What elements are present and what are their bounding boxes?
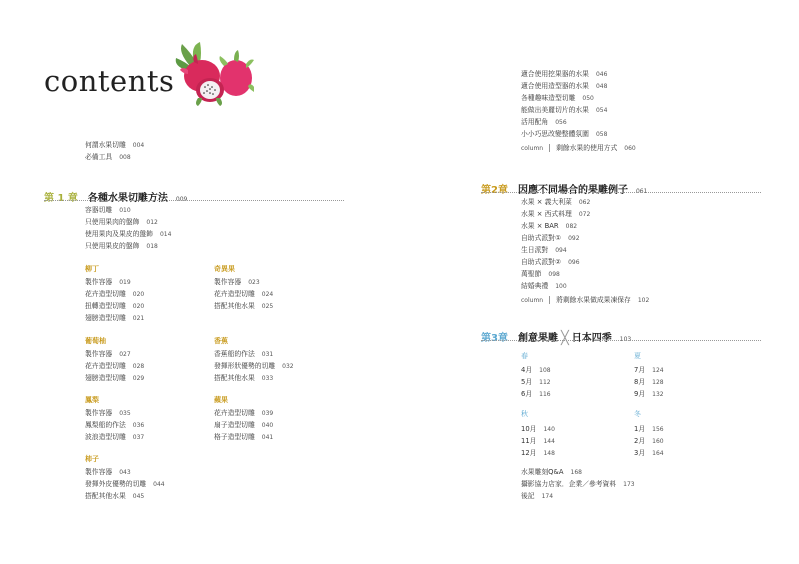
toc-entry: 花卉造型切雕 020 xyxy=(85,290,145,298)
toc-entry: 自助式派對② 096 xyxy=(521,258,580,266)
toc-entry: 花卉造型切雕 024 xyxy=(214,290,274,298)
toc-entry: 製作容器 027 xyxy=(85,350,131,358)
toc-entry: 6月 116 xyxy=(521,390,551,398)
section-heading-kiwi: 奇異果 xyxy=(214,265,235,273)
section-heading-pineapple: 鳳梨 xyxy=(85,396,99,404)
toc-entry: 格子造型切雕 041 xyxy=(214,433,274,441)
season-heading-spring: 春 xyxy=(521,352,528,360)
toc-entry: 2月 160 xyxy=(634,437,664,445)
toc-entry: 10月 140 xyxy=(521,425,555,433)
toc-entry: 容器切雕 010 xyxy=(85,206,131,214)
section-heading-persimmon: 柿子 xyxy=(85,455,99,463)
toc-entry: 何謂水果切雕 004 xyxy=(85,141,145,149)
season-heading-autumn: 秋 xyxy=(521,410,528,418)
toc-entry: 香蕉船的作法 031 xyxy=(214,350,274,358)
toc-entry: 搭配其他水果 025 xyxy=(214,302,274,310)
toc-entry: 4月 108 xyxy=(521,366,551,374)
section-heading-apple: 蘋果 xyxy=(214,396,228,404)
section-heading-banana: 香蕉 xyxy=(214,337,228,345)
toc-entry: 製作容器 035 xyxy=(85,409,131,417)
toc-entry: 製作容器 023 xyxy=(214,278,260,286)
toc-entry: 水果 × 義大利菜 062 xyxy=(521,198,591,206)
toc-entry: 7月 124 xyxy=(634,366,664,374)
chapter-3-heading: 第3章 創意果雕 ╳ 日本四季 103 xyxy=(481,331,632,346)
toc-entry: 能做出美麗切片的水果 054 xyxy=(521,106,608,114)
divider xyxy=(481,192,761,193)
toc-entry: 使用果肉及果皮的盤飾 014 xyxy=(85,230,172,238)
toc-entry: 萬聖節 098 xyxy=(521,270,560,278)
toc-entry: 8月 128 xyxy=(634,378,664,386)
toc-entry: 3月 164 xyxy=(634,449,664,457)
toc-entry: 水果 × 西式料理 072 xyxy=(521,210,591,218)
section-heading-orange: 柳丁 xyxy=(85,265,99,273)
toc-entry: 水果雕刻Q&A 168 xyxy=(521,468,582,476)
toc-entry: 扭轉造型切雕 020 xyxy=(85,302,145,310)
toc-entry: 適合使用挖果器的水果 046 xyxy=(521,70,608,78)
toc-entry: 只使用果肉的盤飾 012 xyxy=(85,218,158,226)
cross-mark: ╳ xyxy=(560,331,569,346)
chapter-2-heading: 第2章 因應不同場合的果雕例子 061 xyxy=(481,185,648,196)
toc-entry: 花卉造型切雕 028 xyxy=(85,362,145,370)
toc-entry: 必備工具 008 xyxy=(85,153,131,161)
toc-entry: 活用配角 056 xyxy=(521,118,567,126)
toc-entry: 發揮形狀優勢的切雕 032 xyxy=(214,362,294,370)
toc-entry: 5月 112 xyxy=(521,378,551,386)
season-heading-winter: 冬 xyxy=(634,410,641,418)
column-entry: column 剩餘水果的使用方式 060 xyxy=(521,144,636,152)
toc-entry: 自助式派對① 092 xyxy=(521,234,580,242)
toc-entry: 11月 144 xyxy=(521,437,555,445)
toc-entry: 搭配其他水果 045 xyxy=(85,492,145,500)
toc-entry: 鳳梨船的作法 036 xyxy=(85,421,145,429)
toc-entry: 後記 174 xyxy=(521,492,554,500)
chapter-1-heading: 第 1 章 各種水果切雕方法 009 xyxy=(44,193,188,204)
toc-entry: 波浪造型切雕 037 xyxy=(85,433,145,441)
divider xyxy=(481,340,761,341)
column-entry: column 將剩餘水果做成果凍保存 102 xyxy=(521,296,650,304)
contents-title: contents xyxy=(44,64,175,98)
toc-entry: 水果 × BAR 082 xyxy=(521,222,578,230)
toc-entry: 花卉造型切雕 039 xyxy=(214,409,274,417)
toc-entry: 只使用果皮的盤飾 018 xyxy=(85,242,158,250)
toc-entry: 扇子造型切雕 040 xyxy=(214,421,274,429)
toc-entry: 各種趣味造型切雕 050 xyxy=(521,94,594,102)
divider xyxy=(44,200,344,201)
section-heading-grapefruit: 葡萄柚 xyxy=(85,337,106,345)
toc-entry: 製作容器 043 xyxy=(85,468,131,476)
toc-entry: 製作容器 019 xyxy=(85,278,131,286)
toc-entry: 生日派對 094 xyxy=(521,246,567,254)
toc-entry: 小小巧思改變整體氛圍 058 xyxy=(521,130,608,138)
toc-entry: 結婚典禮 100 xyxy=(521,282,567,290)
toc-entry: 適合使用造型器的水果 048 xyxy=(521,82,608,90)
toc-entry: 12月 148 xyxy=(521,449,555,457)
toc-entry: 翅膀造型切雕 021 xyxy=(85,314,145,322)
toc-entry: 發揮外皮優勢的切雕 044 xyxy=(85,480,165,488)
toc-entry: 搭配其他水果 033 xyxy=(214,374,274,382)
season-heading-summer: 夏 xyxy=(634,352,641,360)
toc-entry: 翅膀造型切雕 029 xyxy=(85,374,145,382)
toc-entry: 攝影協力店家．企業／參考資料 173 xyxy=(521,480,635,488)
toc-entry: 1月 156 xyxy=(634,425,664,433)
toc-entry: 9月 132 xyxy=(634,390,664,398)
dragon-fruit-illustration xyxy=(172,40,254,108)
